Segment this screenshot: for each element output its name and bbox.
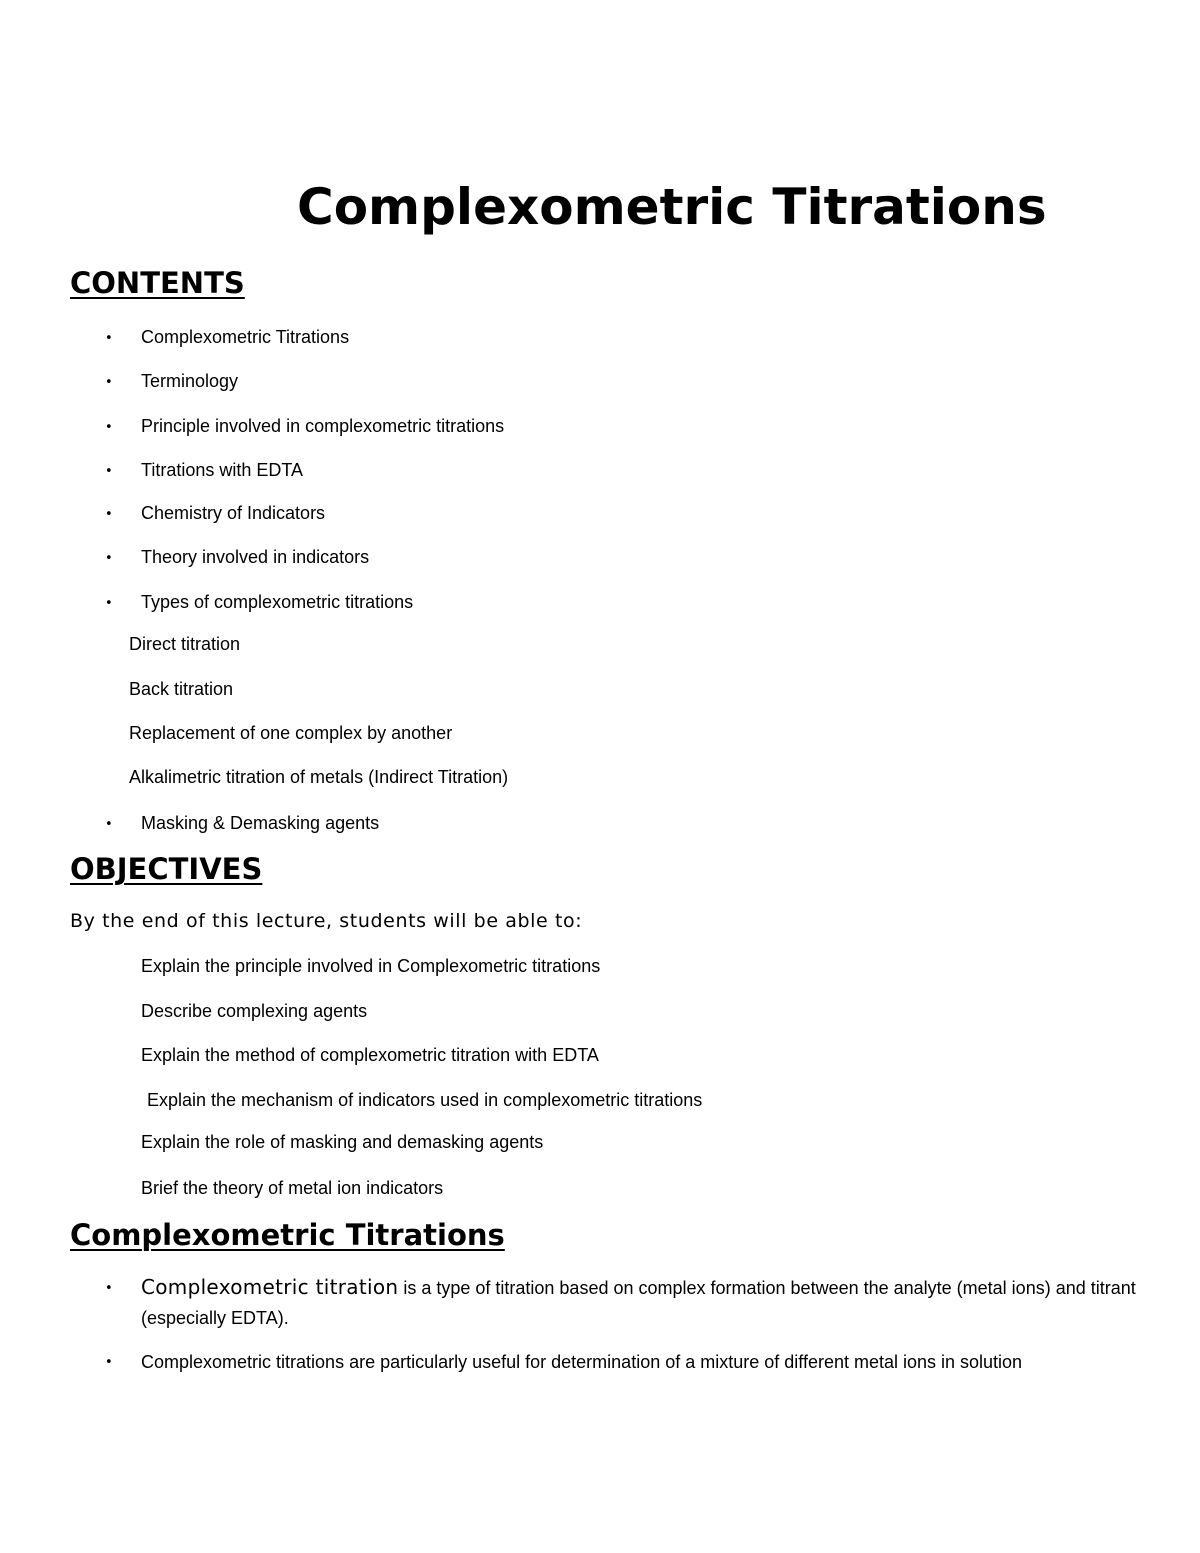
section-bullet-text [141, 1347, 1151, 1377]
bullet-marker: • [105, 596, 113, 611]
objectives-heading: OBJECTIVES [70, 852, 263, 886]
contents-item: Theory involved in indicators [141, 547, 370, 567]
contents-item: Complexometric Titrations [141, 327, 350, 347]
objective-item: Explain the mechanism of indicators used in complexometric titrations [147, 1090, 703, 1110]
bullet-marker: • [105, 375, 113, 390]
contents-sub-item: Alkalimetric titration of metals (Indirect Titration) [129, 767, 509, 787]
bullet-marker: • [105, 464, 113, 479]
contents-sub-item: Back titration [129, 679, 234, 699]
objectives-intro: By the end of this lecture, students will be able to: [70, 910, 583, 932]
objective-item: Brief the theory of metal ion indicators [141, 1178, 444, 1198]
objective-item: Explain the principle involved in Complexometric titrations [141, 956, 601, 976]
bullet-marker: • [105, 817, 113, 832]
section-heading: Complexometric Titrations [70, 1218, 505, 1252]
contents-sub-item: Replacement of one complex by another [129, 723, 453, 743]
section-bullet-body: Complexometric titrations are particularly useful for determination of a mixture of different metal ions in solution [141, 1352, 1023, 1372]
objective-item: Describe complexing agents [141, 1001, 368, 1021]
contents-item: Types of complexometric titrations [141, 592, 414, 612]
contents-item: Terminology [141, 371, 239, 391]
contents-item: Titrations with EDTA [141, 460, 304, 480]
document-title: Complexometric Titrations [297, 178, 1047, 236]
bullet-marker: • [105, 551, 113, 566]
bullet-marker: • [105, 1281, 113, 1296]
bullet-marker: • [105, 1355, 113, 1370]
contents-heading: CONTENTS [70, 266, 245, 300]
section-bullet-text [141, 1272, 1151, 1333]
contents-item: Principle involved in complexometric titrations [141, 416, 505, 436]
contents-sub-item: Direct titration [129, 634, 241, 654]
bullet-marker: • [105, 331, 113, 346]
bullet-marker: • [105, 420, 113, 435]
section-bullet-lead: Complexometric titration [141, 1275, 399, 1299]
section-bullet-body: is a type of titration based on complex formation between the analyte (metal ions) and titrant (especially EDTA). [141, 1278, 1136, 1328]
bullet-marker: • [105, 507, 113, 522]
objective-item: Explain the method of complexometric titration with EDTA [141, 1045, 599, 1065]
contents-item: Masking & Demasking agents [141, 813, 380, 833]
contents-item: Chemistry of Indicators [141, 503, 326, 523]
objective-item: Explain the role of masking and demasking agents [141, 1132, 544, 1152]
